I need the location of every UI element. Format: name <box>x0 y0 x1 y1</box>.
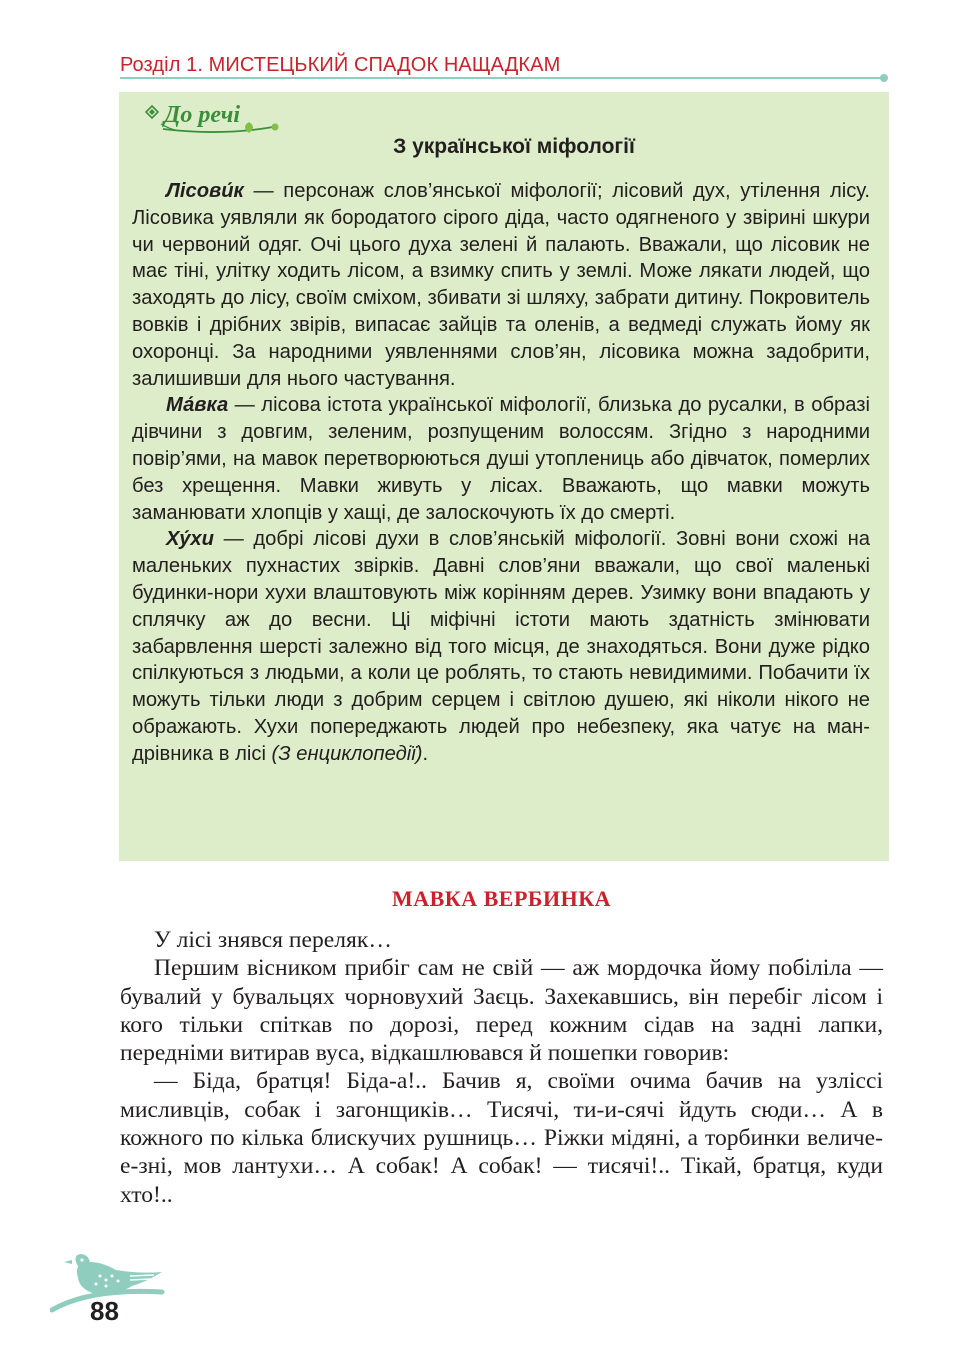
entry-definition: — персонаж слов’янської міфології; лісовий дух, утілення лісу. Лісовика уявляли як бородатого сірого діда, часто одягненого у звірині шкури чи червоний одяг. Очі цього духа зелені й палають. Вважали, що лісовик не має тіні, улітку ходить лісом, а взимку спить у землі. Може лякати людей, що заходять до лісу, своїм сміхом, збивати зі шляху, забрати дитину. Покровитель вовків і дрібних звірів, випасає зайців та оленів, а ведмеді служать йому як охоронці. За народними уявленнями слов’ян, лісовика можна задобрити, залишивши для нього частування. <box>132 180 870 390</box>
header-rule-dot <box>880 74 888 82</box>
story-paragraph: Першим вісником прибіг сам не свій — аж мордочка йому побіліла — бувалий у бувальцях чорновухий Заєць. Захекавшись, він перебіг лісом і кого тільки спіткав по дорозі, перед кожним сідав на задні лапки, передніми витирав вуса, відкашлювався й пошепки говорив: <box>120 955 883 1067</box>
running-header: Розділ 1. МИСТЕЦЬКИЙ СПАДОК НАЩАДКАМ <box>120 54 561 76</box>
header-rule <box>120 77 884 79</box>
story-paragraph: У лісі знявся переляк… <box>154 927 392 953</box>
do-rechi-label-block <box>141 100 291 138</box>
entry-lisovyk <box>132 178 870 392</box>
entry-mavka <box>132 392 870 526</box>
info-box-text <box>132 178 870 768</box>
entry-term: Ма́вка <box>166 394 229 417</box>
info-box-title: З української міфології <box>393 135 635 158</box>
entry-definition: — лісова істота української міфології, близька до русалки, в образі дівчини з довгим, зеленим, розпущеним волоссям. Згідно з народними повір’ями, на мавок перетворюються душі утоплениць або дівчаток, померлих без хрещення. Мавки живуть у лісах. Вважають, що мавки можуть заманювати хлопців у хащі, де залоскочують їх до смерті. <box>132 394 870 524</box>
entry-source: (З енциклопедії) <box>271 742 423 765</box>
do-rechi-label: До речі <box>164 102 240 128</box>
entry-term: Лісови́к <box>166 180 244 202</box>
story-title: МАВКА ВЕРБИНКА <box>391 886 612 911</box>
entry-definition: — добрі лісові духи в слов’янській міфології. Зовні вони схожі на маленьких пухнастих звірків. Давні слов’яни вважали, що свої маленькі будинки-нори хухи влаштовують між корінням дерев. Узимку вони впадають у сплячку аж до весни. Ці міфічні істоти мають здатність змінювати забарвлення шерсті залежно від того місця, де знаходяться. Вони дуже рідко спілкуються з людьми, а коли це роблять, то стають невидимими. Побачити їх можуть тільки люди з добрим серцем і світлою душею, які ніколи нікого не ображають. Хухи попереджають людей про небезпеку, яка чатує на мандрівника в лісі <box>132 528 870 765</box>
entry-term: Ху́хи <box>166 528 214 551</box>
entry-khukhy <box>132 526 870 767</box>
entry-end: . <box>422 742 429 765</box>
story-text <box>120 926 883 1209</box>
page-number: 88 <box>90 1296 119 1326</box>
story-paragraph: — Біда, братця! Біда-а!.. Бачив я, своїми очима бачив на узліссі мисливців, собак і загонщиків… Тисячі, ти-и-сячі йдуть сюди… А в кожного по кілька блискучих рушниць… Ріжки мідяні, а торбинки величе-е-зні, мов лантухи… А собак! А собак! — тисячі!.. Тікай, братця, куди хто!.. <box>120 1068 883 1208</box>
